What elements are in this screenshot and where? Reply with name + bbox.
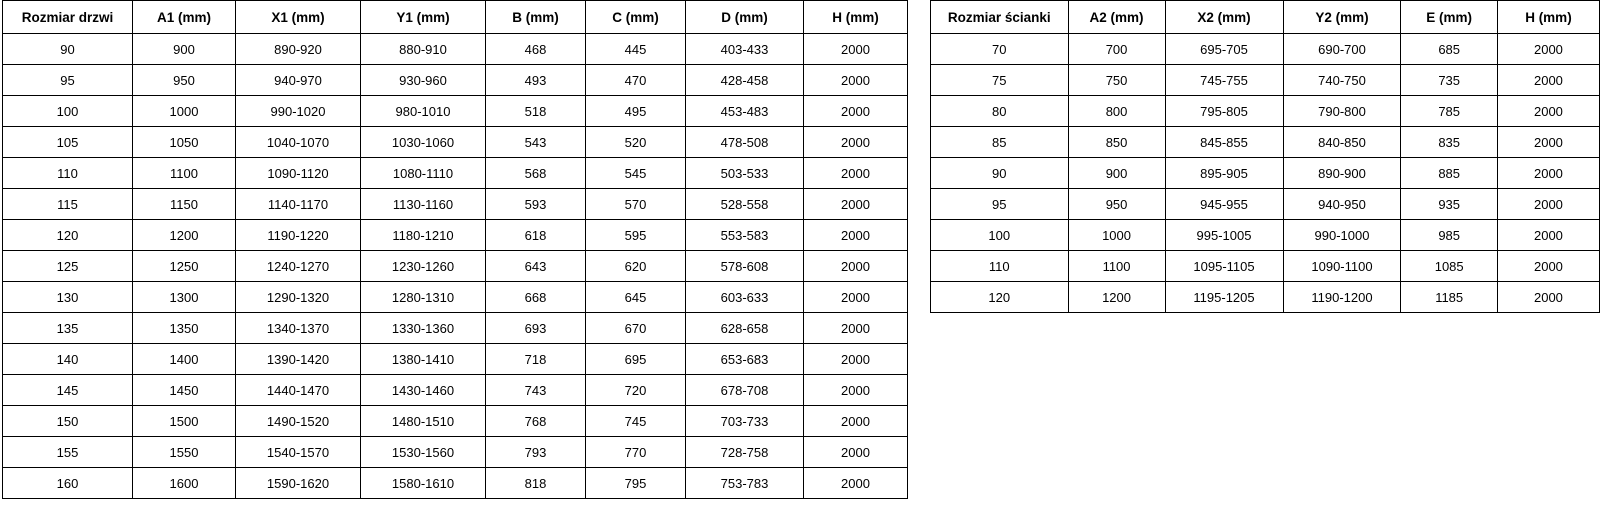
doors-cell: 930-960 [361,65,486,96]
doors-cell: 1180-1210 [361,220,486,251]
table-row [931,127,1600,158]
doors-cell: 520 [586,127,686,158]
walls-specification-table [930,0,1600,313]
doors-column-header: C (mm) [586,1,686,34]
doors-cell: 140 [3,344,133,375]
doors-cell: 728-758 [686,437,804,468]
doors-cell: 1090-1120 [236,158,361,189]
doors-cell: 703-733 [686,406,804,437]
walls-cell: 950 [1068,189,1165,220]
walls-table-container [930,0,1600,313]
doors-table-container [2,0,908,499]
walls-cell: 1195-1205 [1165,282,1283,313]
walls-cell: 700 [1068,34,1165,65]
walls-column-header: E (mm) [1401,1,1497,34]
doors-cell: 768 [486,406,586,437]
table-row [3,437,908,468]
doors-cell: 90 [3,34,133,65]
walls-cell: 800 [1068,96,1165,127]
doors-cell: 570 [586,189,686,220]
walls-cell: 1090-1100 [1283,251,1401,282]
doors-cell: 155 [3,437,133,468]
doors-cell: 1340-1370 [236,313,361,344]
doors-cell: 1540-1570 [236,437,361,468]
doors-cell: 900 [133,34,236,65]
walls-cell: 745-755 [1165,65,1283,96]
doors-cell: 1030-1060 [361,127,486,158]
doors-cell: 753-783 [686,468,804,499]
doors-column-header: D (mm) [686,1,804,34]
doors-cell: 1550 [133,437,236,468]
doors-cell: 793 [486,437,586,468]
walls-cell: 1000 [1068,220,1165,251]
doors-cell: 2000 [804,158,908,189]
doors-cell: 653-683 [686,344,804,375]
walls-cell: 75 [931,65,1069,96]
walls-cell: 990-1000 [1283,220,1401,251]
doors-cell: 403-433 [686,34,804,65]
doors-cell: 2000 [804,189,908,220]
doors-cell: 1080-1110 [361,158,486,189]
doors-cell: 1280-1310 [361,282,486,313]
doors-cell: 1300 [133,282,236,313]
doors-cell: 1530-1560 [361,437,486,468]
doors-cell: 2000 [804,34,908,65]
walls-cell: 835 [1401,127,1497,158]
doors-cell: 1040-1070 [236,127,361,158]
doors-cell: 553-583 [686,220,804,251]
doors-cell: 1290-1320 [236,282,361,313]
walls-cell: 935 [1401,189,1497,220]
doors-cell: 2000 [804,251,908,282]
walls-column-header: A2 (mm) [1068,1,1165,34]
doors-cell: 620 [586,251,686,282]
walls-cell: 2000 [1497,34,1599,65]
doors-cell: 1230-1260 [361,251,486,282]
doors-cell: 2000 [804,220,908,251]
doors-cell: 1130-1160 [361,189,486,220]
doors-cell: 495 [586,96,686,127]
doors-cell: 468 [486,34,586,65]
doors-cell: 1440-1470 [236,375,361,406]
table-row [3,282,908,313]
doors-cell: 150 [3,406,133,437]
table-row [931,96,1600,127]
doors-cell: 445 [586,34,686,65]
doors-cell: 1500 [133,406,236,437]
walls-cell: 100 [931,220,1069,251]
walls-cell: 995-1005 [1165,220,1283,251]
doors-cell: 818 [486,468,586,499]
walls-cell: 1185 [1401,282,1497,313]
doors-cell: 1600 [133,468,236,499]
walls-cell: 695-705 [1165,34,1283,65]
doors-cell: 518 [486,96,586,127]
walls-cell: 750 [1068,65,1165,96]
doors-cell: 980-1010 [361,96,486,127]
doors-cell: 950 [133,65,236,96]
walls-cell: 2000 [1497,158,1599,189]
table-header-row [931,1,1600,34]
doors-cell: 2000 [804,313,908,344]
table-row [3,468,908,499]
doors-cell: 528-558 [686,189,804,220]
walls-column-header: Y2 (mm) [1283,1,1401,34]
doors-cell: 493 [486,65,586,96]
walls-cell: 2000 [1497,96,1599,127]
doors-cell: 428-458 [686,65,804,96]
doors-cell: 1480-1510 [361,406,486,437]
doors-cell: 1400 [133,344,236,375]
doors-cell: 100 [3,96,133,127]
doors-cell: 578-608 [686,251,804,282]
walls-cell: 845-855 [1165,127,1283,158]
doors-cell: 743 [486,375,586,406]
doors-cell: 1150 [133,189,236,220]
walls-cell: 2000 [1497,189,1599,220]
table-row [3,251,908,282]
table-row [3,220,908,251]
doors-cell: 1200 [133,220,236,251]
doors-cell: 628-658 [686,313,804,344]
table-row [931,251,1600,282]
table-row [3,65,908,96]
doors-cell: 2000 [804,344,908,375]
doors-cell: 1100 [133,158,236,189]
walls-cell: 890-900 [1283,158,1401,189]
walls-cell: 1100 [1068,251,1165,282]
doors-cell: 2000 [804,437,908,468]
doors-cell: 940-970 [236,65,361,96]
walls-cell: 95 [931,189,1069,220]
walls-cell: 735 [1401,65,1497,96]
doors-cell: 1350 [133,313,236,344]
doors-cell: 890-920 [236,34,361,65]
walls-cell: 900 [1068,158,1165,189]
doors-column-header: Y1 (mm) [361,1,486,34]
doors-cell: 618 [486,220,586,251]
doors-cell: 645 [586,282,686,313]
doors-cell: 130 [3,282,133,313]
doors-cell: 670 [586,313,686,344]
doors-cell: 1330-1360 [361,313,486,344]
doors-cell: 1380-1410 [361,344,486,375]
doors-column-header: A1 (mm) [133,1,236,34]
walls-cell: 740-750 [1283,65,1401,96]
doors-cell: 105 [3,127,133,158]
doors-specification-table [2,0,908,499]
doors-cell: 593 [486,189,586,220]
doors-cell: 160 [3,468,133,499]
doors-cell: 1430-1460 [361,375,486,406]
table-row [931,220,1600,251]
walls-cell: 1190-1200 [1283,282,1401,313]
doors-cell: 990-1020 [236,96,361,127]
doors-cell: 795 [586,468,686,499]
doors-cell: 720 [586,375,686,406]
doors-cell: 1590-1620 [236,468,361,499]
doors-cell: 880-910 [361,34,486,65]
walls-cell: 2000 [1497,127,1599,158]
doors-cell: 145 [3,375,133,406]
doors-cell: 595 [586,220,686,251]
walls-cell: 90 [931,158,1069,189]
walls-column-header: H (mm) [1497,1,1599,34]
doors-cell: 1390-1420 [236,344,361,375]
walls-cell: 1200 [1068,282,1165,313]
walls-cell: 985 [1401,220,1497,251]
table-row [931,282,1600,313]
doors-cell: 115 [3,189,133,220]
doors-cell: 2000 [804,282,908,313]
doors-cell: 695 [586,344,686,375]
table-row [3,344,908,375]
doors-cell: 718 [486,344,586,375]
doors-cell: 1490-1520 [236,406,361,437]
doors-column-header: B (mm) [486,1,586,34]
walls-cell: 120 [931,282,1069,313]
doors-cell: 568 [486,158,586,189]
table-row [3,127,908,158]
doors-cell: 1450 [133,375,236,406]
doors-cell: 1250 [133,251,236,282]
walls-cell: 70 [931,34,1069,65]
doors-cell: 1190-1220 [236,220,361,251]
doors-cell: 503-533 [686,158,804,189]
table-row [3,375,908,406]
doors-cell: 770 [586,437,686,468]
walls-cell: 2000 [1497,251,1599,282]
doors-cell: 1000 [133,96,236,127]
doors-column-header: X1 (mm) [236,1,361,34]
table-row [931,189,1600,220]
table-row [3,189,908,220]
doors-cell: 453-483 [686,96,804,127]
doors-cell: 668 [486,282,586,313]
doors-column-header: H (mm) [804,1,908,34]
walls-cell: 685 [1401,34,1497,65]
doors-cell: 678-708 [686,375,804,406]
walls-cell: 2000 [1497,220,1599,251]
doors-cell: 120 [3,220,133,251]
doors-cell: 1050 [133,127,236,158]
walls-cell: 690-700 [1283,34,1401,65]
walls-column-header: X2 (mm) [1165,1,1283,34]
walls-cell: 840-850 [1283,127,1401,158]
walls-cell: 80 [931,96,1069,127]
walls-column-header: Rozmiar ścianki [931,1,1069,34]
doors-cell: 1580-1610 [361,468,486,499]
doors-cell: 1140-1170 [236,189,361,220]
walls-cell: 895-905 [1165,158,1283,189]
walls-table-body [931,34,1600,313]
doors-cell: 1240-1270 [236,251,361,282]
doors-cell: 643 [486,251,586,282]
doors-cell: 2000 [804,65,908,96]
walls-cell: 790-800 [1283,96,1401,127]
doors-cell: 545 [586,158,686,189]
walls-cell: 85 [931,127,1069,158]
walls-cell: 785 [1401,96,1497,127]
table-row [3,406,908,437]
table-row [3,158,908,189]
walls-cell: 110 [931,251,1069,282]
walls-cell: 850 [1068,127,1165,158]
doors-cell: 745 [586,406,686,437]
doors-cell: 2000 [804,127,908,158]
walls-table-head [931,1,1600,34]
table-row [3,313,908,344]
doors-cell: 125 [3,251,133,282]
walls-cell: 940-950 [1283,189,1401,220]
doors-table-head [3,1,908,34]
table-header-row [3,1,908,34]
doors-cell: 543 [486,127,586,158]
doors-cell: 2000 [804,96,908,127]
doors-cell: 95 [3,65,133,96]
table-row [3,96,908,127]
doors-cell: 603-633 [686,282,804,313]
table-row [3,34,908,65]
walls-cell: 945-955 [1165,189,1283,220]
doors-cell: 2000 [804,406,908,437]
walls-cell: 1095-1105 [1165,251,1283,282]
doors-cell: 470 [586,65,686,96]
doors-cell: 2000 [804,375,908,406]
walls-cell: 795-805 [1165,96,1283,127]
walls-cell: 2000 [1497,282,1599,313]
table-row [931,65,1600,96]
doors-cell: 478-508 [686,127,804,158]
walls-cell: 1085 [1401,251,1497,282]
table-row [931,158,1600,189]
doors-column-header: Rozmiar drzwi [3,1,133,34]
doors-table-body [3,34,908,499]
table-row [931,34,1600,65]
doors-cell: 135 [3,313,133,344]
walls-cell: 885 [1401,158,1497,189]
doors-cell: 693 [486,313,586,344]
doors-cell: 110 [3,158,133,189]
doors-cell: 2000 [804,468,908,499]
walls-cell: 2000 [1497,65,1599,96]
